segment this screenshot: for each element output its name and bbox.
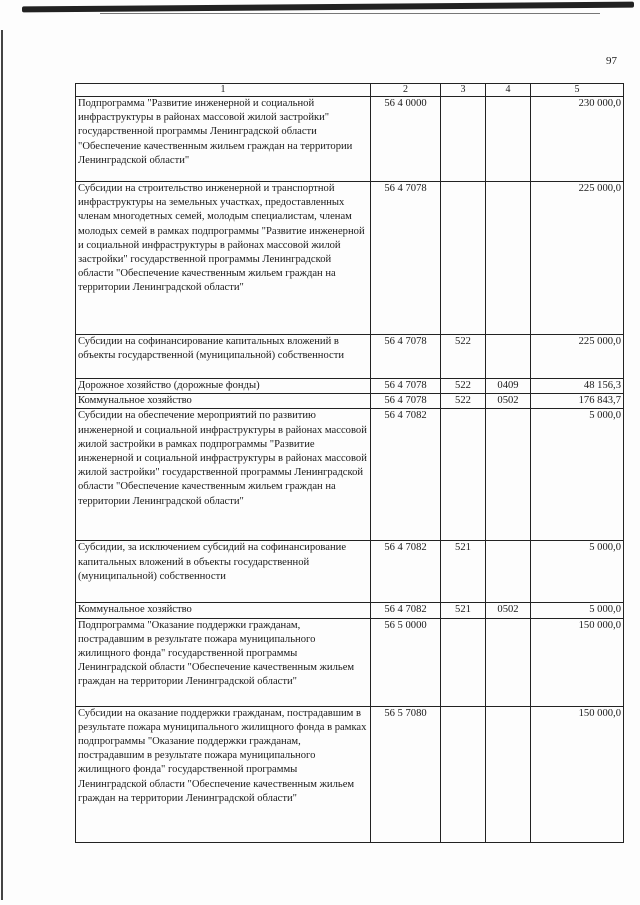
row-code: 56 5 7080 (371, 706, 441, 842)
row-amount: 5 000,0 (531, 541, 624, 603)
page-number: 97 (606, 55, 617, 67)
row-vr (441, 618, 486, 706)
row-rz: 0502 (486, 394, 531, 409)
row-name: Субсидии на обеспечение мероприятий по развитию инженерной и социальной инфраструктуры в районах массовой жилой застройки в рамках подпрограммы "Развитие инженерной и социальной инфраструктуры в районах массовой жилой застройки" государственной программы Ленинградской области "Обеспечение качественным жильем граждан на территории Ленинградской области" (76, 409, 371, 541)
row-code: 56 4 7078 (371, 379, 441, 394)
header-cell-code: 2 (371, 84, 441, 97)
row-name: Подпрограмма "Оказание поддержки гражданам, пострадавшим в результате пожара муниципального жилищного фонда" государственной программы Ленинградской области "Обеспечение качественным жильем граждан на территории Ленинградской области" (76, 618, 371, 706)
table-row (76, 97, 624, 182)
row-vr: 522 (441, 335, 486, 379)
row-name: Субсидии на оказание поддержки гражданам, пострадавшим в результате пожара муниципального жилищного фонда в рамках подпрограммы "Оказание поддержки гражданам, пострадавшим в результате пожара муниципального жилищного фонда" государственной программы Ленинградской области "Обеспечение качественным жильем граждан на территории Ленинградской области" (76, 706, 371, 842)
row-amount: 48 156,3 (531, 379, 624, 394)
row-vr (441, 706, 486, 842)
row-vr: 521 (441, 541, 486, 603)
row-vr (441, 409, 486, 541)
row-rz (486, 409, 531, 541)
row-rz (486, 618, 531, 706)
row-vr: 522 (441, 379, 486, 394)
table-row (76, 409, 624, 541)
budget-table (75, 83, 624, 843)
row-amount: 176 843,7 (531, 394, 624, 409)
row-code: 56 4 0000 (371, 97, 441, 182)
table-row (76, 335, 624, 379)
header-cell-rz: 4 (486, 84, 531, 97)
row-code: 56 5 0000 (371, 618, 441, 706)
table-row (76, 379, 624, 394)
row-amount: 150 000,0 (531, 706, 624, 842)
table-row (76, 182, 624, 335)
table-row (76, 541, 624, 603)
header-cell-vr: 3 (441, 84, 486, 97)
row-rz (486, 706, 531, 842)
row-rz (486, 182, 531, 335)
row-amount: 5 000,0 (531, 409, 624, 541)
row-name: Субсидии, за исключением субсидий на софинансирование капитальных вложений в объекты государственной (муниципальной) собственности (76, 541, 371, 603)
row-amount: 225 000,0 (531, 335, 624, 379)
table-row (76, 618, 624, 706)
row-name: Коммунальное хозяйство (76, 394, 371, 409)
row-amount: 150 000,0 (531, 618, 624, 706)
row-rz (486, 541, 531, 603)
row-rz: 0409 (486, 379, 531, 394)
row-name: Дорожное хозяйство (дорожные фонды) (76, 379, 371, 394)
header-cell-amount: 5 (531, 84, 624, 97)
row-code: 56 4 7078 (371, 394, 441, 409)
row-code: 56 4 7082 (371, 541, 441, 603)
table-row (76, 706, 624, 842)
header-row (76, 84, 624, 97)
header-cell-name: 1 (76, 84, 371, 97)
row-name: Субсидии на строительство инженерной и транспортной инфраструктуры на земельных участках, предоставленных членам многодетных семей, молодым специалистам, членам молодых семей в рамках подпрограммы "Развитие инженерной и социальной инфраструктуры в районах массовой жилой застройки" государственной программы Ленинградской области "Обеспечение качественным жильем граждан на территории Ленинградской области" (76, 182, 371, 335)
row-name: Субсидии на софинансирование капитальных вложений в объекты государственной (муниципальной) собственности (76, 335, 371, 379)
top-scan-rule (22, 2, 634, 13)
row-amount: 5 000,0 (531, 603, 624, 618)
top-thin-rule (100, 13, 600, 14)
left-scan-edge (1, 30, 3, 900)
table-row (76, 394, 624, 409)
row-name: Коммунальное хозяйство (76, 603, 371, 618)
row-code: 56 4 7082 (371, 409, 441, 541)
row-code: 56 4 7078 (371, 182, 441, 335)
row-rz: 0502 (486, 603, 531, 618)
row-vr: 521 (441, 603, 486, 618)
row-rz (486, 97, 531, 182)
row-code: 56 4 7082 (371, 603, 441, 618)
row-rz (486, 335, 531, 379)
row-amount: 225 000,0 (531, 182, 624, 335)
row-amount: 230 000,0 (531, 97, 624, 182)
row-vr: 522 (441, 394, 486, 409)
table-row (76, 603, 624, 618)
row-vr (441, 97, 486, 182)
row-code: 56 4 7078 (371, 335, 441, 379)
row-name: Подпрограмма "Развитие инженерной и социальной инфраструктуры в районах массовой жилой застройки" государственной программы Ленинградской области "Обеспечение качественным жильем граждан на территории Ленинградской области" (76, 97, 371, 182)
row-vr (441, 182, 486, 335)
